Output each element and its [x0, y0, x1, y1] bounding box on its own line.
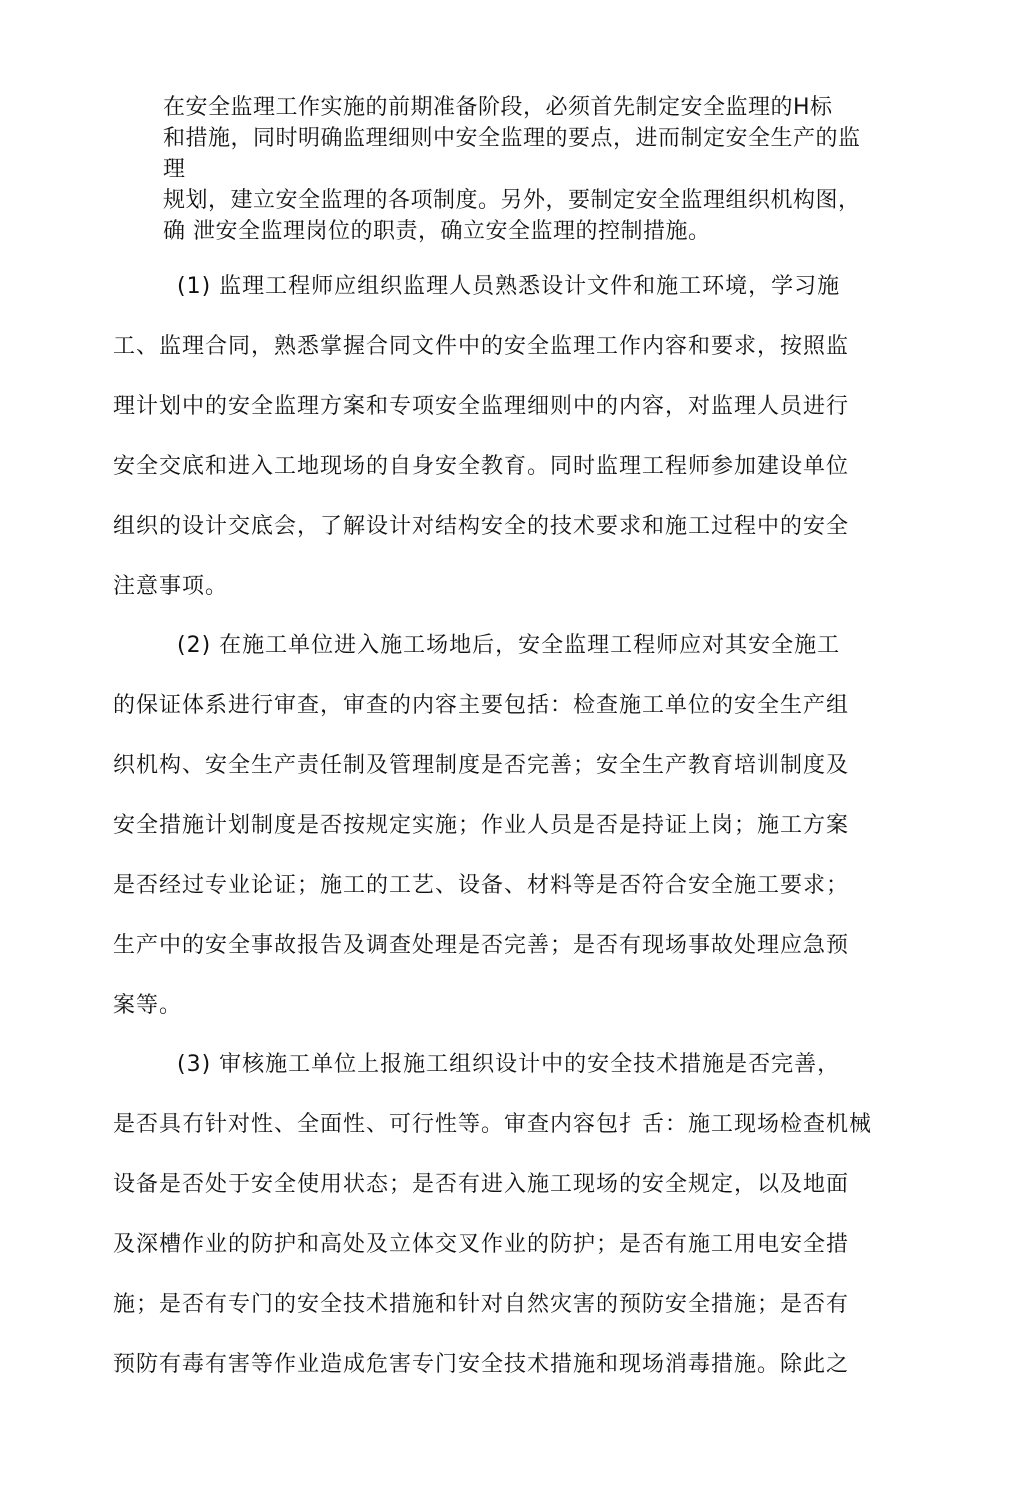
paragraph-line: 预防有毒有害等作业造成危害专门安全技术措施和现场消毒措施。除此之 — [113, 1352, 850, 1377]
paragraph-line: 安全措施计划制度是否按规定实施；作业人员是否是持证上岗；施工方案 — [113, 813, 850, 838]
paragraph-line: 织机构、安全生产责任制及管理制度是否完善；安全生产教育培训制度及 — [113, 753, 850, 778]
paragraph-line: 生产中的安全事故报告及调查处理是否完善；是否有现场事故处理应急预 — [113, 933, 850, 958]
paragraph-line: 组织的设计交底会，了解设计对结构安全的技术要求和施工过程中的安全 — [113, 514, 850, 539]
intro-line: 确 泄安全监理岗位的职责，确立安全监理的控制措施。 — [163, 219, 711, 244]
intro-block — [163, 92, 923, 247]
paragraph-line: 安全交底和进入工地现场的自身安全教育。同时监理工程师参加建设单位 — [113, 454, 850, 479]
intro-line: 和措施，同时明确监理细则中安全监理的要点，进而制定安全生产的监 — [163, 126, 861, 151]
paragraph-line: 注意事项。 — [113, 574, 229, 599]
paragraph-line: 设备是否处于安全使用状态；是否有进入施工现场的安全规定，以及地面 — [113, 1172, 850, 1197]
paragraph-line: 的保证体系进行审查，审查的内容主要包括：检查施工单位的安全生产组 — [113, 693, 850, 718]
paragraph-line: (1) 监理工程师应组织监理人员熟悉设计文件和施工环境，学习施 — [177, 274, 841, 299]
paragraph-line: 是否具冇针对性、全面性、可行性等。审查内容包扌舌：施工现场检查机械 — [113, 1112, 873, 1137]
paragraph-line: 案等。 — [113, 993, 183, 1018]
paragraph-line: 及深槽作业的防护和高处及立体交叉作业的防护；是否有施工用电安全措 — [113, 1232, 850, 1257]
intro-line: 理 — [163, 157, 186, 182]
paragraph-line: 工、监理合同，熟悉掌握合同文件中的安全监理工作内容和要求，按照监 — [113, 334, 850, 359]
paragraph-line: (2) 在施工单位进入施工场地后，安全监理工程师应对其安全施工 — [177, 633, 841, 658]
intro-line: 规划，建立安全监理的各项制度。另外，要制定安全监理组织机构图， — [163, 188, 861, 213]
paragraph-line: 理计划中的安全监理方案和专项安全监理细则中的内容，对监理人员进行 — [113, 394, 850, 419]
paragraph-line: (3) 审核施工单位上报施工组织设计中的安全技术措施是否完善， — [177, 1052, 841, 1077]
paragraph-line: 是否经过专业论证；施工的工艺、设备、材料等是否符合安全施工要求； — [113, 873, 850, 898]
paragraph-line: 施；是否有专门的安全技术措施和针对自然灾害的预防安全措施；是否有 — [113, 1292, 850, 1317]
intro-line: 在安全监理工作实施的前期准备阶段，必须首先制定安全监理的H标 — [163, 95, 833, 120]
